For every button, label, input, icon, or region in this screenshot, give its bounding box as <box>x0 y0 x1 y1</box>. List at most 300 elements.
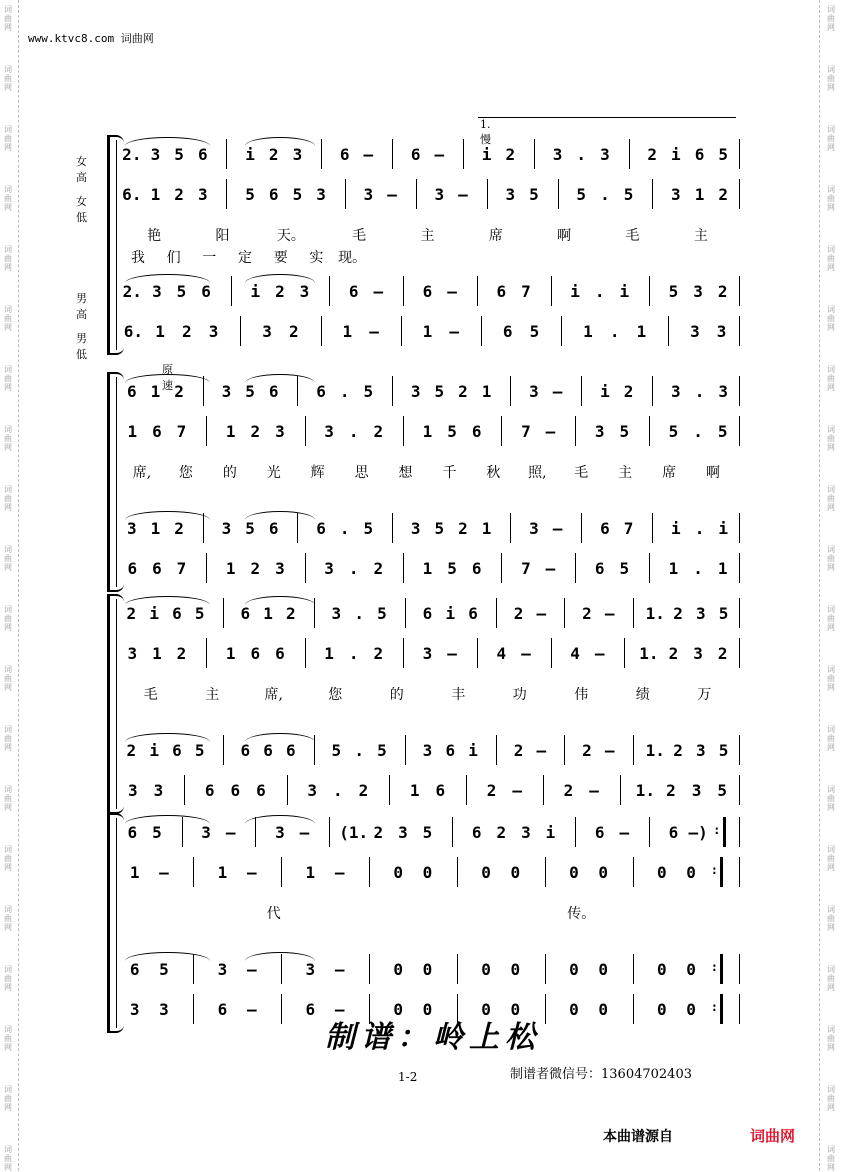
note: 1 <box>127 422 138 441</box>
note: 2 <box>373 823 384 842</box>
bar-line <box>633 954 634 984</box>
watermark-text: 词 曲 网 <box>827 665 835 692</box>
note: . <box>594 282 605 301</box>
lyric-char: 主 <box>205 687 220 703</box>
note: 4 <box>496 644 507 663</box>
note: 2 <box>373 644 384 663</box>
watermark-text: 词 曲 网 <box>4 665 12 692</box>
note: – <box>299 823 310 842</box>
bar-line <box>403 416 404 446</box>
note: 1 <box>422 322 433 341</box>
note: – <box>594 644 605 663</box>
slur <box>245 137 315 146</box>
bar-line <box>457 857 458 887</box>
note: 6 <box>668 823 679 842</box>
note: 0 <box>686 863 696 882</box>
bar-line <box>329 276 330 306</box>
note: . <box>339 382 350 401</box>
lyric-char: 毛 <box>574 465 589 481</box>
bar-line <box>223 735 224 765</box>
note: 3 <box>221 382 232 401</box>
note: 2 <box>623 382 634 401</box>
bar-line <box>624 638 625 668</box>
note: 3 <box>305 960 316 979</box>
note: 0 <box>569 863 579 882</box>
note: 1 <box>263 604 273 623</box>
note: 6 <box>263 741 273 760</box>
lyric-char: 毛 <box>143 687 158 703</box>
note: 6 <box>256 781 266 800</box>
note: 6 <box>502 322 513 341</box>
repeat-dots: : <box>710 960 718 974</box>
watermark-text: 词 曲 网 <box>827 185 835 212</box>
note: 6 <box>240 741 251 760</box>
note: 2 <box>250 422 261 441</box>
note: 3 <box>422 644 433 663</box>
note: – <box>447 282 457 301</box>
note: 4 <box>570 644 580 663</box>
note: 5 <box>718 145 728 164</box>
note: 5 <box>331 741 342 760</box>
note: 3 <box>529 519 539 538</box>
note: 1 <box>155 322 165 341</box>
bar-line <box>652 376 653 406</box>
bar-line <box>543 775 544 805</box>
bar-line <box>403 553 404 583</box>
slur <box>245 733 315 742</box>
page-number: 1-2 <box>398 1070 418 1084</box>
watermark-text: 词 曲 网 <box>4 485 12 512</box>
note: 1 <box>717 559 728 578</box>
note: 6 <box>305 1000 316 1019</box>
bar-line <box>649 416 650 446</box>
voice-label-alto: 女低 <box>76 195 87 224</box>
lyric-char: 毛 <box>625 228 640 244</box>
watermark-text: 词 曲 网 <box>4 545 12 572</box>
note: 1 <box>481 382 492 401</box>
system-brace <box>107 815 110 1031</box>
bar-line <box>633 735 634 765</box>
note: 0 <box>422 1000 433 1019</box>
lyric-char: 传。 <box>567 906 596 922</box>
note: 1. <box>639 644 659 663</box>
slur <box>245 274 315 283</box>
note: . <box>354 604 364 623</box>
bar-line <box>652 179 653 209</box>
note: 5 <box>363 382 374 401</box>
bar-line <box>545 994 546 1024</box>
note: 3 <box>221 519 232 538</box>
note: 6 <box>435 781 446 800</box>
note: 3 <box>696 741 706 760</box>
note: – <box>447 644 457 663</box>
lyric-char: 伟 <box>574 687 589 703</box>
lyric-char: 席, <box>264 687 283 703</box>
note: i <box>600 382 610 401</box>
note: – <box>363 145 374 164</box>
arranger-credit: 制谱：岭上松 <box>325 1020 541 1055</box>
bar-line <box>564 735 565 765</box>
watermark-text: 词 曲 网 <box>4 245 12 272</box>
note: –) <box>688 823 708 842</box>
note: 3 <box>159 1000 169 1019</box>
bar-line <box>321 316 322 346</box>
watermark-text: 词 曲 网 <box>827 545 835 572</box>
system-brace <box>107 137 110 353</box>
note: 2 <box>673 604 683 623</box>
note: 0 <box>510 1000 521 1019</box>
note: 6 <box>127 823 138 842</box>
bar-line <box>575 416 576 446</box>
note: 1 <box>342 322 353 341</box>
note: i <box>545 823 556 842</box>
bar-line <box>405 598 406 628</box>
note: 5 <box>194 604 205 623</box>
bar-line <box>564 598 565 628</box>
note: 5 <box>152 823 162 842</box>
lyric-char: 的 <box>389 687 404 703</box>
watermark-text: 词 曲 网 <box>827 365 835 392</box>
note: – <box>334 1000 345 1019</box>
watermark-text: 词 曲 网 <box>827 965 835 992</box>
note: 6 <box>422 282 433 301</box>
note: 6 <box>268 185 279 204</box>
note: 5 <box>377 741 387 760</box>
bar-line <box>723 817 726 847</box>
note: 3 <box>292 145 303 164</box>
note: 6 <box>286 741 296 760</box>
note: 2 <box>358 781 369 800</box>
note: 0 <box>393 1000 404 1019</box>
lyric-char: 千 <box>442 465 457 481</box>
slur <box>125 815 210 824</box>
note: 6 <box>204 781 215 800</box>
bar-line <box>633 857 634 887</box>
bar-line <box>463 139 464 169</box>
note: 3 <box>521 823 531 842</box>
watermark-text: 词 曲 网 <box>4 965 12 992</box>
note: 6 <box>594 823 605 842</box>
note: 1 <box>150 519 161 538</box>
lyric-char: 想 <box>398 465 413 481</box>
note: 6 <box>410 145 421 164</box>
note: 6. <box>123 322 143 341</box>
bar-line <box>551 276 552 306</box>
note: 6 <box>694 145 705 164</box>
lyric-char: 毛 <box>352 228 367 244</box>
note: i <box>718 519 728 538</box>
lyric-char: 一 <box>202 250 217 266</box>
note: – <box>225 823 236 842</box>
bar-line <box>401 316 402 346</box>
note: . <box>354 741 364 760</box>
bar-line <box>501 416 502 446</box>
note: 5 <box>292 185 303 204</box>
note: i <box>149 741 159 760</box>
note: 3 <box>201 823 211 842</box>
system-brace <box>107 596 110 812</box>
note: – <box>458 185 468 204</box>
watermark-text: 词 曲 网 <box>827 1025 835 1052</box>
note: 3 <box>127 644 138 663</box>
note: 5 <box>717 781 728 800</box>
note: 6 <box>496 282 507 301</box>
note: 5 <box>529 322 540 341</box>
note: 5 <box>245 519 255 538</box>
note: 5 <box>717 422 728 441</box>
note: 5 <box>619 422 630 441</box>
bar-line <box>739 775 740 805</box>
note: 6 <box>594 559 605 578</box>
bar-line <box>581 513 582 543</box>
bar-line <box>226 139 227 169</box>
watermark-text: 词 曲 网 <box>4 725 12 752</box>
lyric-char: 的 <box>222 465 237 481</box>
tempo-slow: 1.慢 <box>480 118 491 146</box>
note: i <box>619 282 630 301</box>
bar-line <box>184 775 185 805</box>
note: 3 <box>363 185 374 204</box>
lyric-char: 实 <box>309 250 324 266</box>
lyric-char: 们 <box>166 250 181 266</box>
note: 2 <box>673 741 683 760</box>
bar-line <box>739 817 740 847</box>
lyric-char: 席, <box>132 465 152 481</box>
bar-line <box>739 857 740 887</box>
bar-line <box>649 817 650 847</box>
note: 6 <box>422 604 433 623</box>
bar-line <box>720 994 723 1024</box>
bar-line <box>477 638 478 668</box>
note: 2 <box>582 741 592 760</box>
note: 2 <box>505 145 516 164</box>
note: 2 <box>373 559 384 578</box>
watermark-text: 词 曲 网 <box>827 905 835 932</box>
note: – <box>604 741 615 760</box>
system-line <box>116 377 117 587</box>
note: 5 <box>529 185 539 204</box>
source-label: 本曲谱源自 <box>603 1129 673 1145</box>
bar-line <box>649 276 650 306</box>
bar-line <box>581 376 582 406</box>
left-watermark-strip <box>0 0 19 1171</box>
note: 3 <box>552 145 563 164</box>
bar-line <box>305 416 306 446</box>
note: 3 <box>299 282 310 301</box>
note: 2 <box>275 282 285 301</box>
lyric-char: 艳 <box>147 228 162 244</box>
note: i <box>149 604 159 623</box>
note: 0 <box>656 1000 667 1019</box>
lyric-char: 您 <box>328 687 343 703</box>
lyric-char: 照, <box>528 465 547 481</box>
note: 0 <box>598 960 609 979</box>
note: 2 <box>288 322 299 341</box>
note: 0 <box>656 960 667 979</box>
watermark-text: 词 曲 网 <box>827 5 835 32</box>
bar-line <box>739 513 740 543</box>
note: 6 <box>152 559 162 578</box>
watermark-text: 词 曲 网 <box>4 5 12 32</box>
note: – <box>619 823 630 842</box>
bar-line <box>633 994 634 1024</box>
watermark-text: 词 曲 网 <box>4 125 12 152</box>
bar-line <box>739 735 740 765</box>
note: 3 <box>690 322 700 341</box>
note: 6 <box>445 741 456 760</box>
note: – <box>536 741 547 760</box>
note: . <box>348 644 359 663</box>
note: 2 <box>513 741 524 760</box>
lyric-char: 光 <box>266 465 281 481</box>
watermark-text: 词 曲 网 <box>4 785 12 812</box>
brand-logo[interactable]: 词曲网 <box>750 1127 796 1145</box>
bar-line <box>720 857 723 887</box>
note: . <box>693 559 703 578</box>
note: 0 <box>481 960 491 979</box>
repeat-dots: : <box>710 863 718 877</box>
bar-line <box>558 179 559 209</box>
note: – <box>246 960 257 979</box>
note: 2 <box>496 823 507 842</box>
note: 6 <box>600 519 610 538</box>
note: 2 <box>174 519 184 538</box>
bar-line <box>551 638 552 668</box>
watermark-text: 词 曲 网 <box>4 185 12 212</box>
note: 3 <box>716 322 727 341</box>
bar-line <box>305 553 306 583</box>
slur <box>245 815 315 824</box>
bar-line <box>652 513 653 543</box>
note: 6 <box>129 960 140 979</box>
lyric-char: 啊 <box>706 465 721 481</box>
bar-line <box>231 276 232 306</box>
note: 3 <box>434 185 445 204</box>
note: 0 <box>686 960 696 979</box>
lyric-char: 主 <box>693 228 708 244</box>
note: 6 <box>268 382 279 401</box>
slur <box>245 952 315 961</box>
note: – <box>545 559 556 578</box>
note: 3 <box>505 185 516 204</box>
note: i <box>445 604 456 623</box>
note: 3 <box>331 604 342 623</box>
note: 6 <box>468 604 478 623</box>
note: 3 <box>718 382 728 401</box>
watermark-text: 词 曲 网 <box>827 845 835 872</box>
note: 0 <box>393 863 404 882</box>
note: – <box>512 781 523 800</box>
lyric-char: 代 <box>266 906 281 922</box>
right-watermark-strip <box>819 0 842 1171</box>
note: 2 <box>250 559 261 578</box>
bar-line <box>739 416 740 446</box>
note: 2 <box>373 422 384 441</box>
bar-line <box>739 139 740 169</box>
watermark-text: 词 曲 网 <box>827 725 835 752</box>
watermark-text: 词 曲 网 <box>827 485 835 512</box>
note: 2 <box>174 185 184 204</box>
repeat-dots: : <box>710 1000 718 1014</box>
note: 5 <box>194 741 205 760</box>
note: 1. <box>645 741 665 760</box>
bar-line <box>545 954 546 984</box>
note: 2 <box>668 644 679 663</box>
note: . <box>339 519 350 538</box>
note: 2 <box>182 322 192 341</box>
note: – <box>387 185 397 204</box>
watermark-text: 词 曲 网 <box>4 845 12 872</box>
voice-label-bass: 男低 <box>76 332 87 361</box>
bar-line <box>240 316 241 346</box>
note: 3 <box>600 145 610 164</box>
bar-line <box>466 775 467 805</box>
note: 1 <box>422 422 433 441</box>
note: – <box>334 863 345 882</box>
bar-line <box>534 139 535 169</box>
note: 1. <box>635 781 655 800</box>
note: i <box>671 145 681 164</box>
bar-line <box>403 638 404 668</box>
bar-line <box>739 638 740 668</box>
site-header: www.ktvc8.com 词曲网 <box>28 32 154 45</box>
watermark-text: 词 曲 网 <box>4 905 12 932</box>
watermark-text: 词 曲 网 <box>827 305 835 332</box>
note: 3 <box>275 422 285 441</box>
note: 6 <box>172 741 182 760</box>
note: 1 <box>583 322 593 341</box>
note: 2. <box>122 145 142 164</box>
tempo-original: 原速 <box>162 363 173 392</box>
note: 0 <box>569 1000 579 1019</box>
lyric-char: 席 <box>662 465 677 481</box>
lyric-char: 主 <box>618 465 633 481</box>
bar-line <box>720 954 723 984</box>
slur <box>125 733 210 742</box>
system-line <box>116 818 117 1028</box>
note: – <box>552 519 563 538</box>
note: – <box>552 382 563 401</box>
note: 6 <box>316 382 326 401</box>
bar-line <box>575 553 576 583</box>
note: 3 <box>324 422 334 441</box>
note: 1 <box>324 644 334 663</box>
note: – <box>159 863 169 882</box>
system-line <box>116 140 117 350</box>
slur <box>125 596 210 605</box>
note: 1 <box>668 559 679 578</box>
bar-line <box>481 316 482 346</box>
slur <box>245 511 315 520</box>
watermark-text: 词 曲 网 <box>4 365 12 392</box>
note: – <box>545 422 556 441</box>
watermark-text: 词 曲 网 <box>4 305 12 332</box>
slur <box>125 374 210 383</box>
bar-line <box>739 276 740 306</box>
bar-line <box>193 994 194 1024</box>
note: 6 <box>172 604 182 623</box>
slur <box>125 137 210 146</box>
bar-line <box>452 817 453 847</box>
note: 6 <box>471 422 482 441</box>
note: 6 <box>471 559 482 578</box>
note: 1 <box>422 559 433 578</box>
note: 2 <box>174 382 184 401</box>
note: 3 <box>307 781 318 800</box>
note: i <box>671 519 681 538</box>
note: 5 <box>447 559 457 578</box>
lyric-char: 辉 <box>310 465 325 481</box>
